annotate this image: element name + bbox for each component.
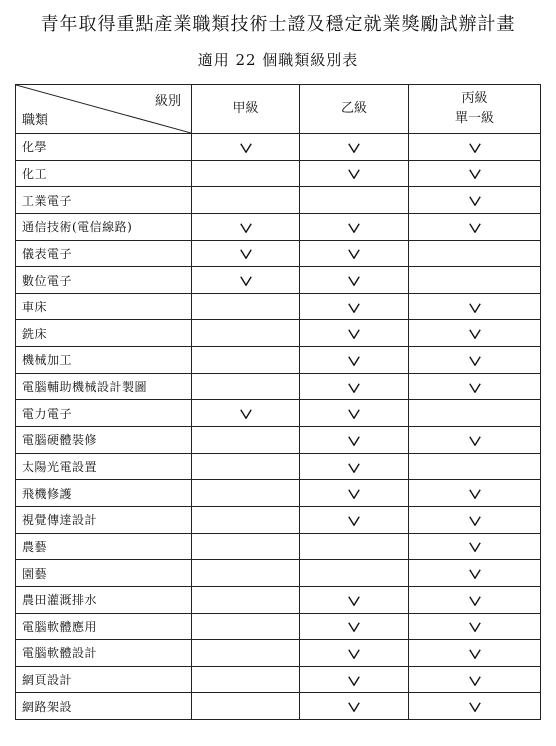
table-row [16, 293, 541, 320]
mark-cell-level-a [192, 187, 300, 214]
mark-cell-level-b [300, 480, 409, 507]
occupation-name: 電腦軟體設計 [16, 640, 192, 667]
check-v-icon [348, 516, 360, 526]
mark-cell-level-b [300, 586, 409, 613]
occupation-name: 化學 [16, 134, 192, 161]
occupation-name: 電腦軟體應用 [16, 613, 192, 640]
occupation-name: 工業電子 [16, 187, 192, 214]
mark-cell-level-c [409, 586, 541, 613]
mark-cell-level-a [192, 134, 300, 161]
mark-cell-level-a [192, 160, 300, 187]
mark-cell-level-c [409, 134, 541, 161]
table-row [16, 613, 541, 640]
check-v-icon [348, 676, 360, 686]
check-v-icon [469, 702, 481, 712]
check-v-icon [240, 143, 252, 153]
table-row [16, 134, 541, 161]
occupation-name: 車床 [16, 293, 192, 320]
mark-cell-level-b [300, 427, 409, 454]
mark-cell-level-a [192, 373, 300, 400]
header-level-a-label: 甲級 [232, 101, 259, 116]
header-level-a [192, 85, 300, 134]
check-v-icon [348, 356, 360, 366]
table-row [16, 586, 541, 613]
mark-cell-level-a [192, 240, 300, 267]
occupation-name: 農田灌溉排水 [16, 586, 192, 613]
check-v-icon [348, 596, 360, 606]
mark-cell-level-a [192, 640, 300, 667]
check-v-icon [469, 436, 481, 446]
check-v-icon [348, 409, 360, 419]
occupation-name: 電腦硬體裝修 [16, 427, 192, 454]
header-level-c-label-2: 單一級 [454, 111, 494, 126]
occupation-name: 視覺傳達設計 [16, 506, 192, 533]
check-v-icon [240, 223, 252, 233]
mark-cell-level-c [409, 400, 541, 427]
occupation-name: 飛機修護 [16, 480, 192, 507]
table-row [16, 187, 541, 214]
check-v-icon [348, 303, 360, 313]
table-header-row [16, 85, 541, 134]
mark-cell-level-c [409, 187, 541, 214]
check-v-icon [469, 622, 481, 632]
mark-cell-level-b [300, 240, 409, 267]
occupation-name: 機械加工 [16, 347, 192, 374]
check-v-icon [348, 649, 360, 659]
mark-cell-level-c [409, 213, 541, 240]
check-v-icon [348, 489, 360, 499]
mark-cell-level-c [409, 560, 541, 587]
mark-cell-level-a [192, 533, 300, 560]
mark-cell-level-c [409, 347, 541, 374]
mark-cell-level-c [409, 240, 541, 267]
mark-cell-level-a [192, 347, 300, 374]
header-level-c [409, 85, 541, 134]
table-row [16, 347, 541, 374]
table-body [16, 134, 541, 720]
mark-cell-level-a [192, 293, 300, 320]
table-row [16, 506, 541, 533]
check-v-icon [469, 383, 481, 393]
header-level-label: 級別 [154, 94, 181, 109]
check-v-icon [469, 596, 481, 606]
mark-cell-level-b [300, 267, 409, 294]
page-subtitle: 適用 22 個職類級別表 [197, 51, 359, 69]
occupation-name: 電力電子 [16, 400, 192, 427]
mark-cell-level-b [300, 640, 409, 667]
check-v-icon [469, 649, 481, 659]
table-row [16, 373, 541, 400]
table-row [16, 533, 541, 560]
mark-cell-level-c [409, 666, 541, 693]
check-v-icon [469, 143, 481, 153]
check-v-icon [348, 143, 360, 153]
mark-cell-level-c [409, 640, 541, 667]
mark-cell-level-a [192, 267, 300, 294]
mark-cell-level-b [300, 134, 409, 161]
table-row [16, 666, 541, 693]
header-level-b [300, 85, 409, 134]
check-v-icon [348, 383, 360, 393]
occupation-name: 太陽光電設置 [16, 453, 192, 480]
table-row [16, 693, 541, 720]
occupation-name: 網路架設 [16, 693, 192, 720]
check-v-icon [469, 196, 481, 206]
header-level-c-label-1: 丙級 [461, 91, 488, 106]
occupation-name: 電腦輔助機械設計製圖 [16, 373, 192, 400]
mark-cell-level-b [300, 160, 409, 187]
mark-cell-level-b [300, 693, 409, 720]
check-v-icon [469, 516, 481, 526]
occupation-name: 通信技術(電信線路) [16, 213, 192, 240]
occupation-name: 網頁設計 [16, 666, 192, 693]
table-row [16, 560, 541, 587]
check-v-icon [348, 622, 360, 632]
check-v-icon [469, 489, 481, 499]
mark-cell-level-c [409, 320, 541, 347]
check-v-icon [348, 276, 360, 286]
check-v-icon [469, 569, 481, 579]
table-row [16, 240, 541, 267]
check-v-icon [240, 409, 252, 419]
mark-cell-level-b [300, 373, 409, 400]
mark-cell-level-a [192, 693, 300, 720]
occupation-level-table [15, 84, 541, 720]
mark-cell-level-b [300, 613, 409, 640]
mark-cell-level-c [409, 427, 541, 454]
check-v-icon [348, 436, 360, 446]
table-row [16, 427, 541, 454]
mark-cell-level-a [192, 427, 300, 454]
check-v-icon [348, 463, 360, 473]
mark-cell-level-c [409, 293, 541, 320]
mark-cell-level-b [300, 187, 409, 214]
mark-cell-level-b [300, 453, 409, 480]
mark-cell-level-c [409, 613, 541, 640]
check-v-icon [348, 169, 360, 179]
check-v-icon [469, 223, 481, 233]
mark-cell-level-b [300, 506, 409, 533]
mark-cell-level-a [192, 560, 300, 587]
check-v-icon [348, 249, 360, 259]
table-row [16, 453, 541, 480]
check-v-icon [469, 676, 481, 686]
mark-cell-level-c [409, 480, 541, 507]
check-v-icon [348, 329, 360, 339]
mark-cell-level-b [300, 347, 409, 374]
mark-cell-level-c [409, 267, 541, 294]
check-v-icon [348, 702, 360, 712]
table-row [16, 267, 541, 294]
mark-cell-level-c [409, 160, 541, 187]
mark-cell-level-c [409, 373, 541, 400]
occupation-name: 農藝 [16, 533, 192, 560]
mark-cell-level-a [192, 453, 300, 480]
check-v-icon [240, 249, 252, 259]
mark-cell-level-a [192, 320, 300, 347]
mark-cell-level-c [409, 506, 541, 533]
check-v-icon [348, 223, 360, 233]
mark-cell-level-b [300, 213, 409, 240]
check-v-icon [469, 303, 481, 313]
header-corner-cell [16, 85, 192, 134]
check-v-icon [469, 356, 481, 366]
table-row [16, 320, 541, 347]
header-occupation-label: 職類 [22, 113, 49, 128]
mark-cell-level-b [300, 320, 409, 347]
mark-cell-level-b [300, 400, 409, 427]
occupation-name: 數位電子 [16, 267, 192, 294]
mark-cell-level-c [409, 693, 541, 720]
mark-cell-level-a [192, 666, 300, 693]
check-v-icon [469, 542, 481, 552]
mark-cell-level-c [409, 453, 541, 480]
occupation-name: 儀表電子 [16, 240, 192, 267]
table-row [16, 400, 541, 427]
check-v-icon [240, 276, 252, 286]
mark-cell-level-a [192, 400, 300, 427]
mark-cell-level-a [192, 480, 300, 507]
table-row [16, 480, 541, 507]
header-level-b-label: 乙級 [340, 101, 367, 116]
check-v-icon [469, 329, 481, 339]
mark-cell-level-a [192, 506, 300, 533]
mark-cell-level-a [192, 613, 300, 640]
mark-cell-level-a [192, 213, 300, 240]
occupation-name: 化工 [16, 160, 192, 187]
mark-cell-level-b [300, 533, 409, 560]
occupation-name: 銑床 [16, 320, 192, 347]
check-v-icon [469, 169, 481, 179]
table-row [16, 160, 541, 187]
mark-cell-level-a [192, 586, 300, 613]
occupation-name: 園藝 [16, 560, 192, 587]
mark-cell-level-b [300, 666, 409, 693]
table-row [16, 213, 541, 240]
page-title: 青年取得重點產業職類技術士證及穩定就業獎勵試辦計畫 [40, 14, 516, 35]
table-row [16, 640, 541, 667]
mark-cell-level-b [300, 293, 409, 320]
mark-cell-level-b [300, 560, 409, 587]
mark-cell-level-c [409, 533, 541, 560]
